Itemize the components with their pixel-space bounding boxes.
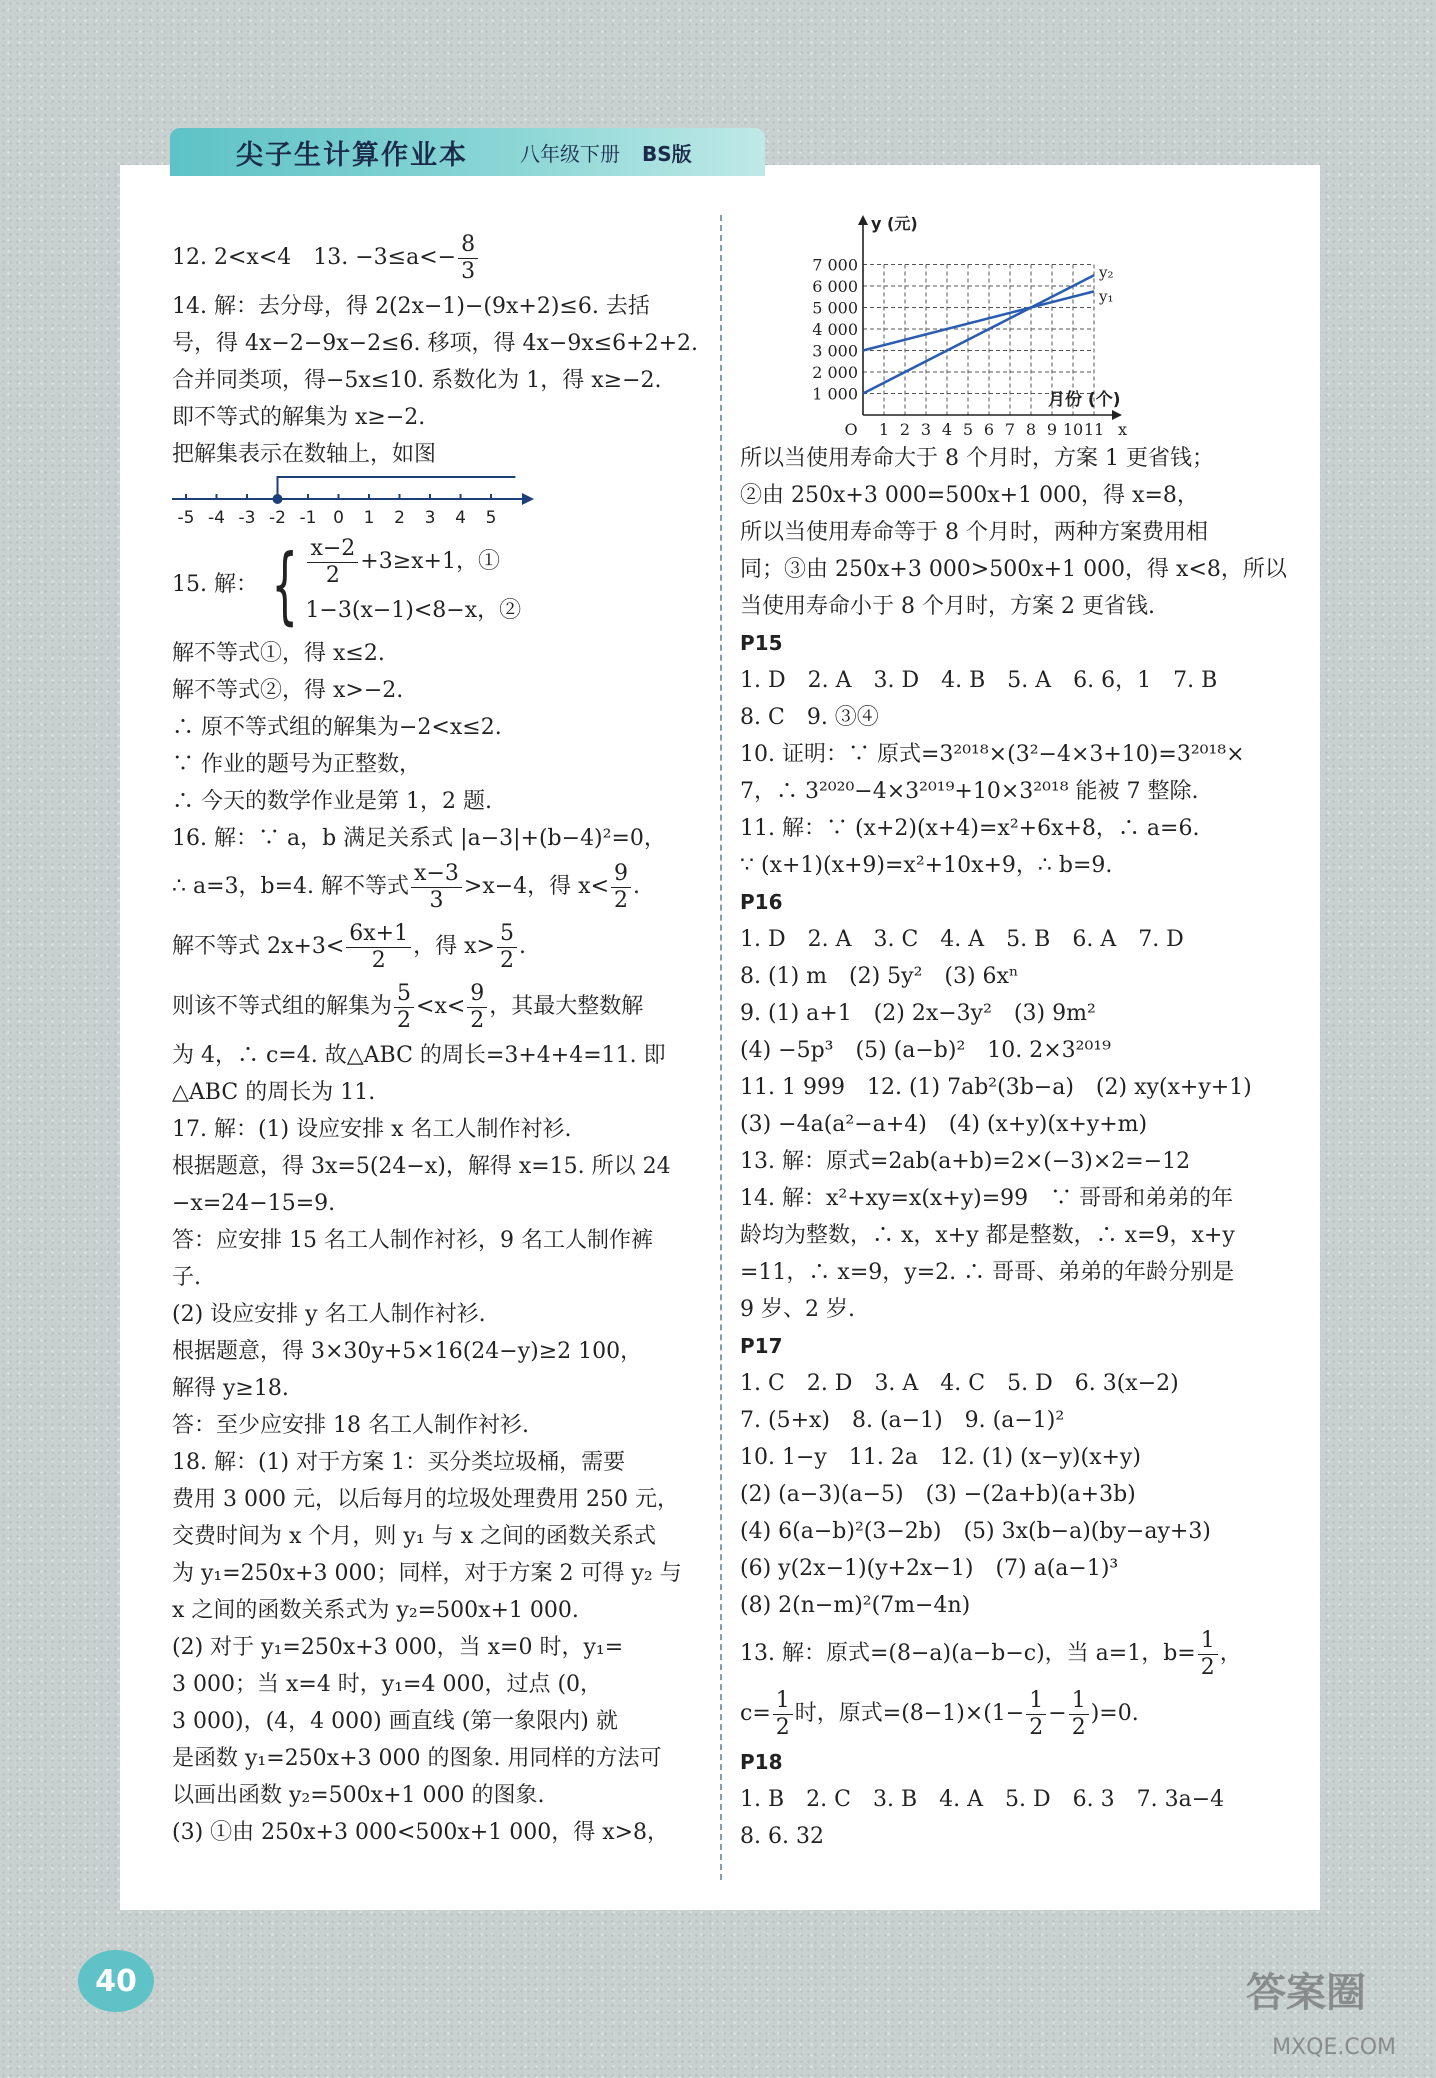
answer-18-cont: 所以当使用寿命大于 8 个月时，方案 1 更省钱； ②由 250x+3 000=500x+1 000，得 x=8， 所以当使用寿命等于 8 个月时，两种方案费用相 同；③由 250x+3 000>500x+1 000，得 x<8，所以 当使用寿命小于 8 个月时，方案 2 更省钱.: [740, 446, 1287, 619]
x-tick-label: 4: [941, 420, 953, 439]
answer-17: 17. 解：(1) 设应安排 x 名工人制作衬衫. 根据题意，得 3x=5(24−x)，解得 x=15. 所以 24 −x=24−15=9. 答：应安排 15 名工人制作衬衫，9 名工人制作裤 子. (2) 设应安排 y 名工人制作衬衫. 根据题意，得 3×30y+5×16(24−y)≥2 100， 解得 y≥18. 答：至少应安排 18 名工人制作衬衫.: [172, 1117, 671, 1438]
solution-endpoint: [273, 494, 283, 504]
x-tick-label: 9: [1046, 420, 1058, 439]
number-line-tick-label: -4: [208, 508, 225, 528]
x-tick-label: 2: [899, 420, 911, 439]
answer-16: 16. 解：∵ a，b 满足关系式 |a−3|+(b−4)²=0， ∴ a=3，b=4. 解不等式 $\frac{x-3}{3}$ >x−4，得 x< $\frac{9}{2}$ . 解不等式 2x+3< $\frac{6x+1}{2}$ ，得 x> $\frac{5}{2}$ . 则该不等式组的解集为 $\frac{5}{2}$ <x< $\frac{9}{2}$ ，其最大整数解 为 4，∴ c=4. 故△ABC 的周长=3+4+4=11. 即 △ABC 的周长为 11.: [172, 826, 666, 1105]
number-line-svg: [172, 473, 542, 535]
y-tick-label: 3 000: [812, 341, 858, 361]
grade-label: 八年级下册: [520, 141, 620, 166]
answers-p16: 1. D 2. A 3. C 4. A 5. B 6. A 7. D 8. (1) m (2) 5y² (3) 6xⁿ 9. (1) a+1 (2) 2x−3y² (3) 9m² (4) −5p³ (5) (a−b)² 10. 2×3²⁰¹⁹ 11. 1 999 12. (1) 7ab²(3b−a) (2) xy(x+y+1) (3) −4a(a²−a+4) (4) (x+y)(x+y+m) 13. 解：原式=2ab(a+b)=2×(−3)×2=−12 14. 解：x²+xy=x(x+y)=99 ∵ 哥哥和弟弟的年 龄均为整数，∴ x，x+y 都是整数，∴ x=9，x+y =11，∴ x=9，y=2. ∴ 哥哥、弟弟的年龄分别是 9 岁、2 岁.: [740, 927, 1252, 1322]
book-title: 尖子生计算作业本: [236, 139, 468, 171]
number-line-tick-label: 3: [424, 508, 436, 528]
book-header: [170, 128, 765, 176]
answer-15-system: 15. 解： { $\frac{x-2}{2}$ +3≥x+1，① 1−3(x−1)<8−x，②: [172, 536, 522, 634]
answer-18: 18. 解：(1) 对于方案 1：买分类垃圾桶，需要 费用 3 000 元，以后每月的垃圾处理费用 250 元， 交费时间为 x 个月，则 y₁ 与 x 之间的函数关系式 为 y₁=250x+3 000；同样，对于方案 2 可得 y₂ 与 x 之间的函数关系式为 y₂=500x+1 000. (2) 对于 y₁=250x+3 000，当 x=0 时，y₁= 3 000；当 x=4 时，y₁=4 000，过点 (0， 3 000)，(4，4 000) 画直线 (第一象限内) 就 是函数 y₁=250x+3 000 的图象. 用同样的方法可 以画出函数 y₂=500x+1 000 的图象. (3) ①由 250x+3 000<500x+1 000，得 x>8，: [172, 1450, 682, 1845]
solution-ray: [278, 477, 516, 499]
answers-p18: 1. B 2. C 3. B 4. A 5. D 6. 3 7. 3a−4 8. 6. 32: [740, 1787, 1225, 1849]
section-p17: P17: [740, 1334, 783, 1358]
number-line-tick-label: -3: [238, 508, 256, 528]
edition-label: BS版: [642, 141, 692, 166]
section-p16: P16: [740, 890, 783, 914]
y-tick-label: 4 000: [812, 320, 858, 339]
left-column: [172, 228, 712, 1851]
y-tick-label: 7 000: [812, 255, 858, 275]
number-line-tick-label: -1: [299, 508, 317, 528]
x-tick-label: 6: [983, 420, 995, 439]
y-tick-label: 2 000: [812, 363, 858, 382]
x-tick-label: 11: [1083, 420, 1105, 439]
series-line-1: [863, 291, 1094, 350]
y-axis-arrow: [858, 215, 868, 225]
page-number-badge: 40: [78, 1950, 154, 2012]
right-column: [740, 440, 1287, 1855]
section-p18: P18: [740, 1750, 783, 1774]
number-line-tick-label: 1: [363, 508, 375, 528]
answers-p15: 1. D 2. A 3. D 4. B 5. A 6. 6，1 7. B 8. C 9. ③④ 10. 证明：∵ 原式=3²⁰¹⁸×(3²−4×3+10)=3²⁰¹⁸× 7，∴ 3²⁰²⁰−4×3²⁰¹⁹+10×3²⁰¹⁸ 能被 7 整除. 11. 解：∵ (x+2)(x+4)=x²+6x+8，∴ a=6. ∵ (x+1)(x+9)=x²+10x+9，∴ b=9.: [740, 668, 1245, 878]
function-graph-svg: [800, 215, 1190, 440]
origin-label: O: [844, 420, 858, 439]
x-axis-label: 月份 (个): [1048, 390, 1121, 410]
number-line-tick-label: 0: [333, 508, 344, 528]
number-line: [172, 473, 712, 535]
watermark-logo: 答案圈: [1246, 1970, 1366, 2016]
x-tick-label: 10: [1062, 420, 1084, 439]
answer-14: 14. 解：去分母，得 2(2x−1)−(9x+2)≤6. 去括 号，得 4x−2−9x−2≤6. 移项，得 4x−9x≤6+2+2. 合并同类项，得−5x≤10. 系数化为 1，得 x≥−2. 即不等式的解集为 x≥−2. 把解集表示在数轴上，如图: [172, 294, 699, 467]
column-divider: [720, 215, 722, 1880]
function-graph: [800, 215, 1190, 440]
x-tick-label: 8: [1025, 420, 1037, 439]
series-line-2: [863, 275, 1094, 393]
y-tick-label: 6 000: [812, 277, 858, 296]
answer-15-body: 解不等式①，得 x≤2. 解不等式②，得 x>−2. ∴ 原不等式组的解集为−2<x≤2. ∵ 作业的题号为正整数， ∴ 今天的数学作业是第 1，2 题.: [172, 641, 502, 814]
answers-p17: 1. C 2. D 3. A 4. C 5. D 6. 3(x−2) 7. (5+x) 8. (a−1) 9. (a−1)² 10. 1−y 11. 2a 12. (1) (x−y)(x+y) (2) (a−3)(a−5) (3) −(2a+b)(a+3b) (4) 6(a−b)²(3−2b) (5) 3x(b−a)(by−ay+3) (6) y(2x−1)(y+2x−1) (7) a(a−1)³ (8) 2(n−m)²(7m−4n) 13. 解：原式=(8−a)(a−b−c)，当 a=1，b= $\frac{1}{2}$ ， c= $\frac{1}{2}$ 时，原式=(8−1)×(1− $\frac{1}{2}$ − $\frac{1}{2}$ )=0.: [740, 1371, 1242, 1740]
number-line-tick-label: 5: [485, 508, 497, 528]
y-tick-label: 5 000: [812, 298, 858, 318]
watermark-site: MXQE.COM: [1272, 2035, 1396, 2060]
y-tick-label: 1 000: [812, 384, 858, 404]
series-label-1: y₁: [1099, 287, 1114, 306]
number-line-tick-label: -2: [269, 508, 286, 528]
number-line-tick-label: -5: [177, 508, 195, 528]
series-label-2: y₂: [1099, 263, 1114, 282]
x-axis-arrow: [1112, 410, 1122, 420]
x-tick-label: 1: [878, 420, 890, 439]
number-line-tick-label: 2: [394, 508, 405, 528]
x-tick-label: 3: [920, 420, 932, 439]
x-tick-label: 7: [1004, 420, 1016, 439]
number-line-arrow: [522, 493, 534, 505]
section-p15: P15: [740, 631, 783, 655]
answer-12-13: 12. 2<x<4 13. −3≤a<− $\frac{8}{3}$: [172, 228, 712, 288]
x-tick-label: 5: [962, 420, 974, 439]
number-line-tick-label: 4: [455, 508, 466, 528]
x-axis-letter: x: [1118, 420, 1128, 439]
y-axis-label: y (元): [871, 215, 918, 233]
